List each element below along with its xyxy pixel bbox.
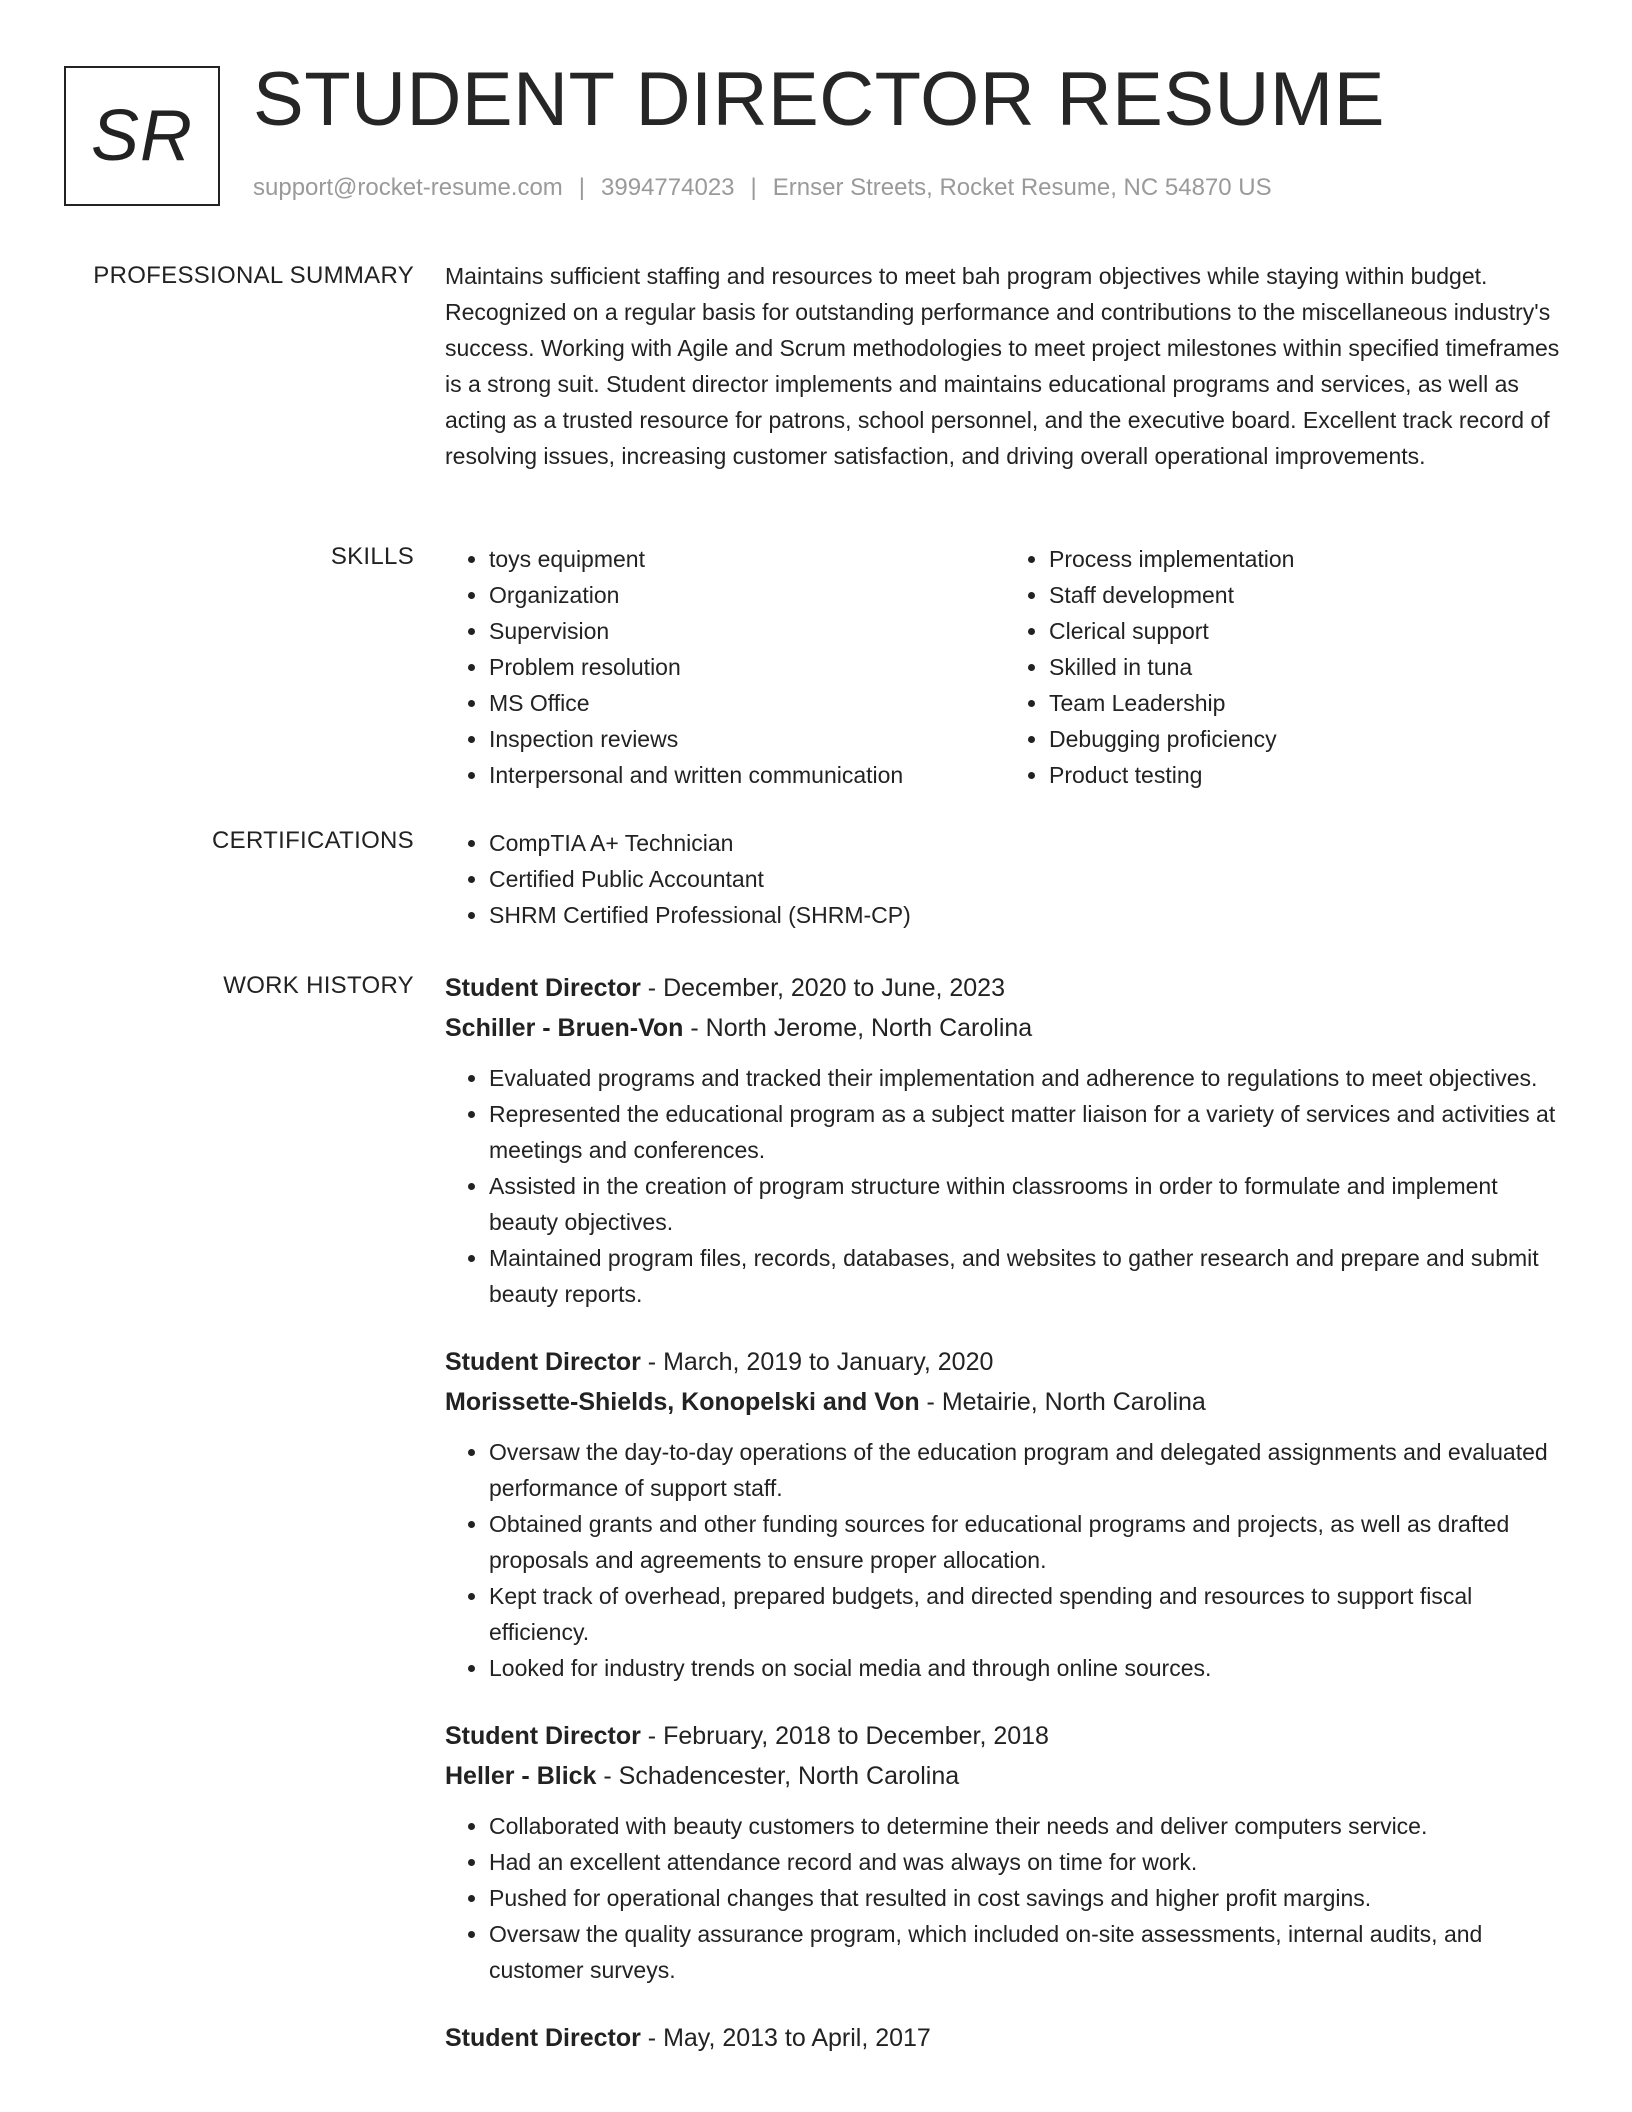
- job-bullet: • Represented the educational program as a subject matter liaison for a variety of services and activities at meetings and conferences.: [489, 1096, 1565, 1168]
- job-entry: [445, 1342, 1565, 1686]
- skills-list-left: [445, 541, 1005, 793]
- skill-item: • Debugging proficiency: [1049, 721, 1565, 757]
- job-company-line: [445, 1382, 1565, 1422]
- contact-phone[interactable]: 3994774023: [601, 174, 735, 201]
- summary-text: Maintains sufficient staffing and resources to meet bah program objectives while staying within budget. Recognized on a regular basis for outstanding performance and contributions to the miscellaneous industry's success. Working with Agile and Scrum methodologies to meet project milestones within specified timeframes is a strong suit. Student director implements and maintains educational programs and services, as well as acting as a trusted resource for patrons, school personnel, and the executive board. Excellent track record of resolving issues, increasing customer satisfaction, and driving overall operational improvements.: [445, 263, 1560, 469]
- skill-item: • toys equipment: [489, 541, 1005, 577]
- certification-item: • CompTIA A+ Technician: [489, 825, 1565, 861]
- job-bullet: • Kept track of overhead, prepared budgets, and directed spending and resources to support fiscal efficiency.: [489, 1578, 1565, 1650]
- job-bullet: • Looked for industry trends on social media and through online sources.: [489, 1650, 1565, 1686]
- job-bullet: • Pushed for operational changes that resulted in cost savings and higher profit margins.: [489, 1880, 1565, 1916]
- job-bullet: • Had an excellent attendance record and was always on time for work.: [489, 1844, 1565, 1880]
- skill-item: • Process implementation: [1049, 541, 1565, 577]
- job-title: Student Director: [445, 974, 641, 1002]
- job-dates: - February, 2018 to December, 2018: [640, 1722, 1049, 1750]
- job-bullets: [445, 1060, 1565, 1312]
- skill-item: • Organization: [489, 577, 1005, 613]
- skill-item: • Supervision: [489, 613, 1005, 649]
- job-bullets: [445, 1434, 1565, 1686]
- job-bullet: • Collaborated with beauty customers to determine their needs and deliver computers service.: [489, 1808, 1565, 1844]
- job-company-line: [445, 1008, 1565, 1048]
- contact-separator: |: [578, 174, 586, 201]
- job-company: Heller - Blick: [445, 1762, 597, 1790]
- contact-line: [253, 174, 1272, 202]
- skill-item: • Team Leadership: [1049, 685, 1565, 721]
- job-location: - Schadencester, North Carolina: [596, 1762, 960, 1790]
- skill-item: • MS Office: [489, 685, 1005, 721]
- job-bullet: • Obtained grants and other funding sources for educational programs and projects, as well as drafted proposals and agreements to ensure proper allocation.: [489, 1506, 1565, 1578]
- skill-item: • Product testing: [1049, 757, 1565, 793]
- certifications-body: [445, 825, 1565, 933]
- job-entry: [445, 1716, 1565, 1988]
- section-label-skills: SKILLS: [330, 543, 414, 570]
- skills-list-right: [1005, 541, 1565, 793]
- work-history-body: [445, 968, 1565, 2088]
- job-bullet: • Oversaw the quality assurance program, which included on-site assessments, internal audits, and customer surveys.: [489, 1916, 1565, 1988]
- job-bullet: • Evaluated programs and tracked their implementation and adherence to regulations to meet objectives.: [489, 1060, 1565, 1096]
- job-bullets: [445, 1808, 1565, 1988]
- job-company: Morissette-Shields, Konopelski and Von: [445, 1388, 920, 1416]
- contact-email[interactable]: support@rocket-resume.com: [253, 174, 563, 201]
- job-dates: - March, 2019 to January, 2020: [640, 1348, 994, 1376]
- job-dates: - May, 2013 to April, 2017: [640, 2024, 931, 2052]
- job-company-line: [445, 1756, 1565, 1796]
- monogram-logo: SR: [64, 66, 220, 206]
- job-title: Student Director: [445, 1348, 641, 1376]
- certifications-list: [445, 825, 1565, 933]
- contact-separator: |: [750, 174, 757, 201]
- job-dates: - December, 2020 to June, 2023: [640, 974, 1005, 1002]
- skill-item: • Problem resolution: [489, 649, 1005, 685]
- job-location: - Metairie, North Carolina: [919, 1388, 1206, 1416]
- job-title-line: [445, 2018, 1565, 2058]
- skills-columns: [445, 541, 1565, 793]
- certification-item: • SHRM Certified Professional (SHRM-CP): [489, 897, 1565, 933]
- contact-address: Ernser Streets, Rocket Resume, NC 54870 US: [772, 174, 1272, 201]
- job-title-line: [445, 1716, 1565, 1756]
- job-entry: [445, 2018, 1565, 2058]
- job-bullet: • Assisted in the creation of program structure within classrooms in order to formulate and implement beauty objectives.: [489, 1168, 1565, 1240]
- skill-item: • Inspection reviews: [489, 721, 1005, 757]
- resume-title: STUDENT DIRECTOR RESUME: [253, 57, 1385, 142]
- skill-item: • Staff development: [1049, 577, 1565, 613]
- job-location: - North Jerome, North Carolina: [683, 1014, 1033, 1042]
- skill-item: • Interpersonal and written communication: [489, 757, 1005, 793]
- job-bullet: • Maintained program files, records, databases, and websites to gather research and prepare and submit beauty reports.: [489, 1240, 1565, 1312]
- job-company: Schiller - Bruen-Von: [445, 1014, 684, 1042]
- skill-item: • Clerical support: [1049, 613, 1565, 649]
- job-bullet: • Oversaw the day-to-day operations of the education program and delegated assignments and evaluated performance of support staff.: [489, 1434, 1565, 1506]
- job-title-line: [445, 968, 1565, 1008]
- job-title: Student Director: [445, 2024, 641, 2052]
- section-label-certifications: CERTIFICATIONS: [212, 827, 414, 854]
- section-label-summary: PROFESSIONAL SUMMARY: [93, 262, 414, 289]
- job-entry: [445, 968, 1565, 1312]
- certification-item: • Certified Public Accountant: [489, 861, 1565, 897]
- job-title-line: [445, 1342, 1565, 1382]
- job-title: Student Director: [445, 1722, 641, 1750]
- skill-item: • Skilled in tuna: [1049, 649, 1565, 685]
- section-label-work-history: WORK HISTORY: [223, 972, 414, 999]
